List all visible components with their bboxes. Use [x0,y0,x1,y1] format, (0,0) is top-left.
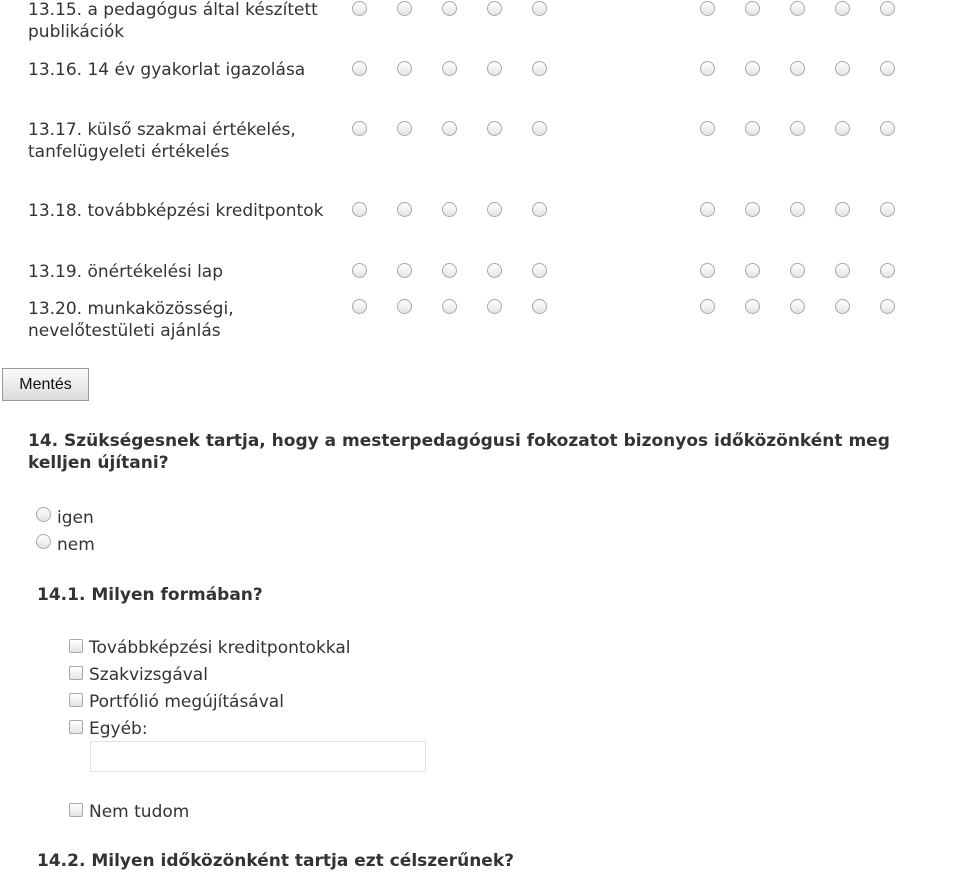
option-label: Nem tudom [89,802,190,822]
grid-radio[interactable] [352,1,367,16]
grid-radio[interactable] [352,263,367,278]
grid-radio[interactable] [487,202,502,217]
grid-radio[interactable] [700,202,715,217]
checkbox-portfolio[interactable] [69,693,83,707]
grid-radio[interactable] [880,61,895,76]
checkbox-kreditpontokkal[interactable] [69,639,83,653]
grid-radio[interactable] [532,61,547,76]
grid-radio[interactable] [880,263,895,278]
grid-radio[interactable] [487,299,502,314]
option-label: igen [57,508,94,528]
question-14-1-title: 14.1. Milyen formában? [37,585,263,605]
grid-radio[interactable] [700,121,715,136]
grid-radio[interactable] [487,61,502,76]
grid-radio[interactable] [835,1,850,16]
grid-radio[interactable] [835,202,850,217]
grid-radio[interactable] [790,61,805,76]
egyeb-text-input[interactable] [90,741,426,772]
grid-radio[interactable] [442,299,457,314]
grid-radio[interactable] [745,61,760,76]
grid-radio[interactable] [745,202,760,217]
grid-radio[interactable] [790,121,805,136]
grid-row-label: 13.20. munkaközösségi, nevelőtestületi ajánlás [28,299,234,341]
grid-radio[interactable] [790,1,805,16]
grid-radio[interactable] [352,299,367,314]
grid-radio[interactable] [532,202,547,217]
grid-radio[interactable] [397,121,412,136]
grid-radio[interactable] [700,61,715,76]
grid-radio[interactable] [442,121,457,136]
grid-radio[interactable] [880,299,895,314]
grid-radio[interactable] [745,1,760,16]
grid-radio[interactable] [532,121,547,136]
grid-radio[interactable] [835,121,850,136]
grid-radio[interactable] [835,61,850,76]
option-label: Szakvizsgával [89,665,208,685]
grid-radio[interactable] [880,1,895,16]
grid-radio[interactable] [487,121,502,136]
grid-radio[interactable] [397,61,412,76]
grid-radio[interactable] [880,121,895,136]
grid-radio[interactable] [835,263,850,278]
grid-radio[interactable] [532,1,547,16]
grid-radio[interactable] [442,1,457,16]
question-14-title: 14. Szükségesnek tartja, hogy a mesterpedagógusi fokozatot bizonyos időközönként meg kelljen újítani? [28,431,890,473]
option-label: Egyéb: [89,719,148,739]
grid-radio[interactable] [397,1,412,16]
grid-row-label: 13.15. a pedagógus által készített publikációk [28,0,318,42]
grid-radio[interactable] [352,121,367,136]
grid-row-label: 13.18. továbbképzési kreditpontok [28,201,324,221]
save-button[interactable]: Mentés [2,368,89,401]
grid-radio[interactable] [352,61,367,76]
grid-radio[interactable] [442,61,457,76]
checkbox-egyeb[interactable] [69,720,83,734]
grid-radio[interactable] [397,202,412,217]
grid-radio[interactable] [442,263,457,278]
grid-radio[interactable] [790,202,805,217]
grid-radio[interactable] [700,299,715,314]
grid-row-label: 13.17. külső szakmai értékelés, tanfelügyeleti értékelés [28,120,296,162]
grid-radio[interactable] [487,1,502,16]
grid-radio[interactable] [745,263,760,278]
grid-radio[interactable] [352,202,367,217]
grid-radio[interactable] [790,263,805,278]
grid-radio[interactable] [397,263,412,278]
checkbox-nem-tudom[interactable] [69,803,83,817]
option-label: Portfólió megújításával [89,692,284,712]
grid-radio[interactable] [745,121,760,136]
grid-radio[interactable] [532,299,547,314]
option-label: Továbbképzési kreditpontokkal [89,638,351,658]
question-14-2-title: 14.2. Milyen időközönként tartja ezt célszerűnek? [37,851,514,871]
grid-radio[interactable] [700,263,715,278]
grid-radio[interactable] [397,299,412,314]
grid-row-label: 13.16. 14 év gyakorlat igazolása [28,60,306,80]
grid-radio[interactable] [487,263,502,278]
radio-nem[interactable] [36,534,51,549]
grid-radio[interactable] [880,202,895,217]
grid-radio[interactable] [700,1,715,16]
grid-radio[interactable] [745,299,760,314]
grid-radio[interactable] [790,299,805,314]
radio-igen[interactable] [36,507,51,522]
grid-radio[interactable] [532,263,547,278]
grid-radio[interactable] [442,202,457,217]
grid-row-label: 13.19. önértékelési lap [28,262,224,282]
grid-radio[interactable] [835,299,850,314]
checkbox-szakvizsgaval[interactable] [69,666,83,680]
option-label: nem [57,535,95,555]
